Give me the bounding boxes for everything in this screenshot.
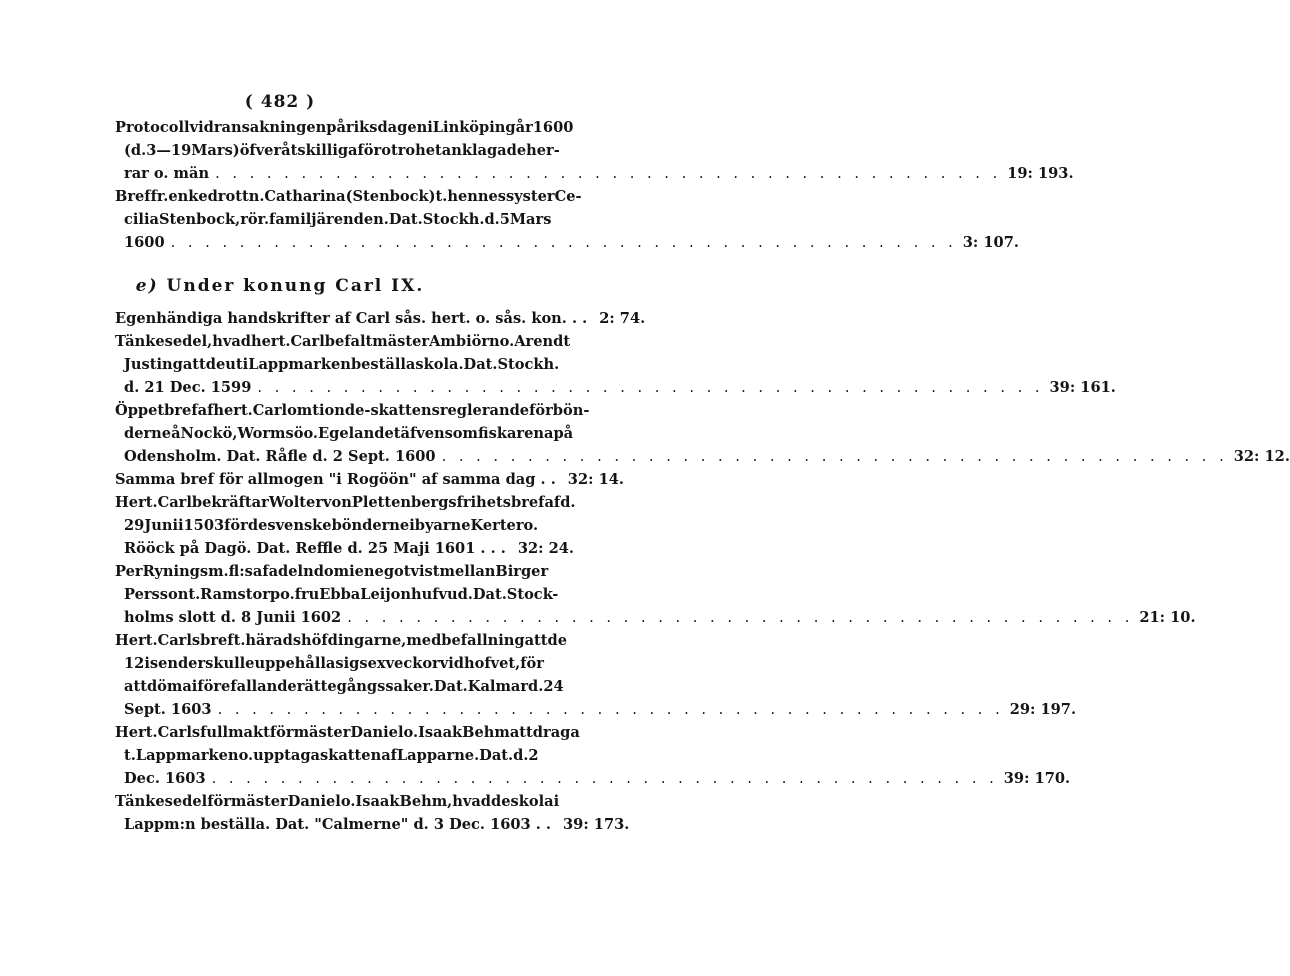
entry-text: Odensholm. Dat. Råfle d. 2 Sept. 1600 xyxy=(124,448,436,465)
index-entry xyxy=(115,721,1071,790)
entry-line xyxy=(115,376,1116,399)
entry-line xyxy=(115,767,1071,790)
dot-leader: . . . . . . . . . . . . . . . . . . . . . . . . . . . . . . . . . . . . . . . . . . . . . . xyxy=(441,448,1228,465)
volume-page-ref: 21: 10. xyxy=(1139,609,1196,626)
index-entry xyxy=(115,307,646,330)
entry-line: Öppet bref af hert. Carl om tionde-skattens reglerande för bön- xyxy=(115,402,590,419)
entry-line: Hert. Carls fullmakt för mäster Daniel o. Isaak Behm att draga xyxy=(115,724,580,741)
volume-page-ref: 39: 170. xyxy=(1003,770,1071,787)
volume-page-ref: 39: 173. xyxy=(563,816,630,833)
entry-text: rar o. män xyxy=(124,165,210,182)
index-entry xyxy=(115,629,1077,721)
index-entry xyxy=(115,185,1019,254)
entry-text: Sept. 1603 xyxy=(124,701,212,718)
entry-line xyxy=(115,307,646,330)
dot-leader: . . . . . . . . . . . . . . . . . . . . . . . . . . . . . . . . . . . . . . . . . . . . . . xyxy=(211,770,998,787)
entry-line xyxy=(115,445,1290,468)
entry-line: att döma i förefallande rättegångssaker. Dat. Kalmar d. 24 xyxy=(124,678,564,695)
section-mark: e) xyxy=(135,276,159,296)
section-heading xyxy=(0,276,560,296)
volume-page-ref: 2: 74. xyxy=(599,310,646,327)
entry-line xyxy=(115,813,630,836)
entry-line: Hert. Carl bekräftar Wolter von Plettenbergs frihetsbref af d. xyxy=(115,494,576,511)
page-number: ( 482 ) xyxy=(244,92,316,112)
section-heading-text: Under konung Carl IX. xyxy=(166,276,425,296)
entry-text: Dec. 1603 xyxy=(124,770,206,787)
volume-page-ref: 32: 24. xyxy=(517,540,575,557)
volume-page-ref: 39: 161. xyxy=(1049,379,1116,396)
volume-page-ref: 29: 197. xyxy=(1009,701,1077,718)
index-entries-top xyxy=(115,116,1074,254)
index-entry xyxy=(115,468,624,491)
volume-page-ref: 3: 107. xyxy=(962,234,1019,251)
entry-line: Hert. Carls bref t. häradshöfdingarne, med befallning att de xyxy=(115,632,568,649)
dot-leader: . . . . . . . . . . . . . . . . . . . . . . . . . . . . . . . . . . . . . . . . . . . . . . xyxy=(215,165,1002,182)
entry-line xyxy=(115,537,575,560)
entry-line: Justing att de uti Lappmarken beställa skola. Dat. Stockh. xyxy=(124,356,560,373)
entry-line: Per Rynings m. fl:s af adeln dom i en egotvist mellan Birger xyxy=(115,563,549,580)
entry-line xyxy=(115,606,1196,629)
entry-line: Tänkesedel, hvad hert. Carl befalt mäster Ambiörn o. Arendt xyxy=(115,333,571,350)
entry-text: d. 21 Dec. 1599 xyxy=(124,379,252,396)
volume-page-ref: 32: 12. xyxy=(1233,448,1290,465)
entry-line: cilia Stenbock, rör. familjärenden. Dat. Stockh. d. 5 Mars xyxy=(124,211,552,228)
entry-line xyxy=(115,698,1077,721)
entry-text: Lappm:n beställa. Dat. "Calmerne" d. 3 Dec. 1603 . . xyxy=(124,816,552,833)
entry-line: Persson t. Ramstorp o. fru Ebba Leijonhufvud. Dat. Stock- xyxy=(124,586,559,603)
entry-text: Samma bref för allmogen "i Rogöön" af samma dag . . xyxy=(115,471,556,488)
entry-text: Rööck på Dagö. Dat. Reffle d. 25 Maji 1601 . . . xyxy=(124,540,506,557)
index-entries-bottom xyxy=(115,307,1290,836)
entry-line xyxy=(115,162,1074,185)
entry-line: t. Lappmarken o. upptaga skatten af Lapparne. Dat. d. 2 xyxy=(124,747,539,764)
dot-leader: . . . . . . . . . . . . . . . . . . . . . . . . . . . . . . . . . . . . . . . . . . . . . . xyxy=(257,379,1044,396)
index-entry xyxy=(115,399,1290,468)
index-entry xyxy=(115,116,1074,185)
entry-line: Protocoll vid ransakningen på riksdagen i Linköping år 1600 xyxy=(115,119,574,136)
entry-line: 29 Junii 1503 för de svenske bönderne i byarne Kerter o. xyxy=(124,517,539,534)
entry-line: (d. 3—19 Mars) öfver åtskilliga för otrohet anklagade her- xyxy=(124,142,560,159)
volume-page-ref: 32: 14. xyxy=(567,471,624,488)
entry-text: holms slott d. 8 Junii 1602 xyxy=(124,609,342,626)
entry-line xyxy=(115,231,1019,254)
entry-line: 12 i sender skulle uppehålla sig sex veckor vid hofvet, för xyxy=(124,655,544,672)
dot-leader: . . . . . . . . . . . . . . . . . . . . . . . . . . . . . . . . . . . . . . . . . . . . . . xyxy=(170,234,957,251)
entry-line: derne å Nockö, Wormsö o. Egelandet äfvensom fiskarena på xyxy=(124,425,574,442)
index-entry xyxy=(115,560,1196,629)
entry-line: Tänkesedel för mäster Daniel o. Isaak Behm, hvad de skola i xyxy=(115,793,560,810)
index-entry xyxy=(115,330,1116,399)
index-entry xyxy=(115,790,630,836)
entry-line: Bref fr. enkedrottn. Catharina (Stenbock) t. hennes syster Ce- xyxy=(115,188,582,205)
volume-page-ref: 19: 193. xyxy=(1007,165,1074,182)
dot-leader: . . . . . . . . . . . . . . . . . . . . . . . . . . . . . . . . . . . . . . . . . . . . . . xyxy=(347,609,1134,626)
entry-text: 1600 xyxy=(124,234,165,251)
dot-leader: . . . . . . . . . . . . . . . . . . . . . . . . . . . . . . . . . . . . . . . . . . . . . . xyxy=(217,701,1004,718)
index-entry xyxy=(115,491,576,560)
entry-text: Egenhändiga handskrifter af Carl sås. hert. o. sås. kon. . . xyxy=(115,310,588,327)
entry-line xyxy=(115,468,624,491)
